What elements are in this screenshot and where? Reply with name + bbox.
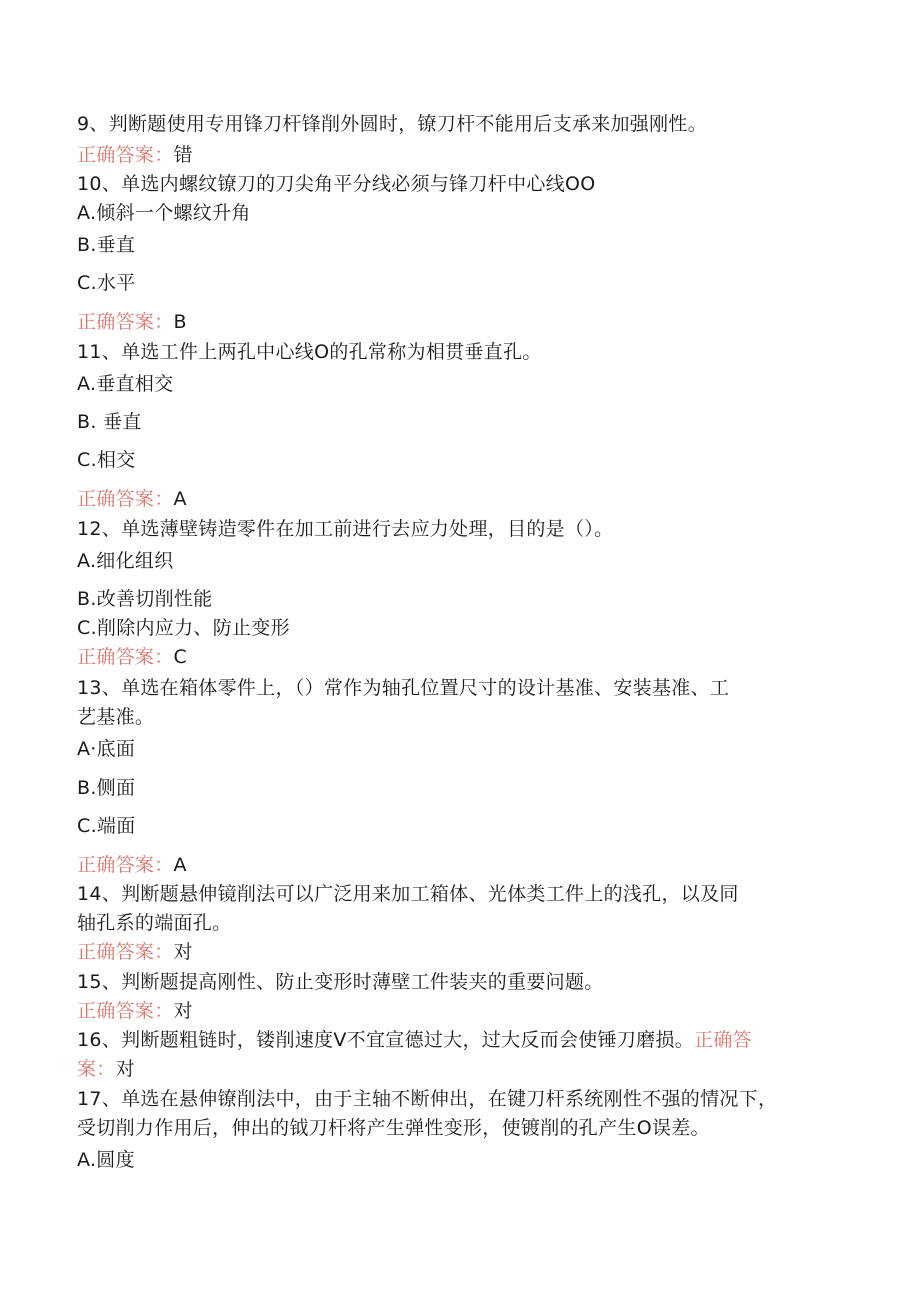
question-17-cont: 受切削力作用后，伸出的钺刀杆将产生弹性变形，使镀削的孔产生O误差。	[77, 1117, 710, 1139]
question-14: 14、判断题悬伸镜削法可以广泛用来加工箱体、光体类工件上的浅孔，以及同	[77, 883, 739, 905]
option-12-a: A.细化组织	[77, 550, 174, 572]
question-14-cont: 轴孔系的端面孔。	[77, 912, 232, 934]
answer-11	[77, 487, 187, 511]
option-10-a: A.倾斜一个螺纹升角	[77, 202, 251, 224]
question-13-cont: 艺基准。	[77, 706, 155, 728]
question-17: 17、单选在悬伸镣削法中，由于主轴不断伸出，在键刀杆系统刚性不强的情况下，	[77, 1088, 778, 1110]
answer-value: 对	[173, 1000, 193, 1022]
option-10-c: C.水平	[77, 272, 136, 294]
answer-label: 正确答案：	[77, 854, 174, 876]
answer-value: A	[173, 488, 187, 510]
question-13: 13、单选在箱体零件上，（）常作为轴孔位置尺寸的设计基准、安装基准、工	[77, 677, 730, 699]
answer-value: B	[173, 311, 187, 333]
option-11-a: A.垂直相交	[77, 373, 174, 395]
answer-9	[77, 143, 193, 167]
answer-value: 对	[115, 1058, 135, 1080]
option-13-b: B.侧面	[77, 777, 136, 799]
answer-label: 案：	[77, 1058, 116, 1080]
answer-label: 正确答案：	[77, 311, 174, 333]
option-12-b: B.改善切削性能	[77, 588, 213, 610]
option-11-c: C.相交	[77, 449, 136, 471]
option-13-c: C.端面	[77, 815, 136, 837]
answer-label: 正确答	[694, 1029, 752, 1051]
answer-10	[77, 310, 187, 334]
answer-value: C	[173, 646, 188, 668]
answer-13	[77, 853, 187, 877]
question-16	[77, 1028, 752, 1052]
question-16-text: 16、判断题粗链时，镂削速度V不宜宣德过大，过大反而会使锤刀磨损。	[77, 1029, 695, 1051]
answer-16	[77, 1057, 135, 1081]
question-15: 15、判断题提高刚性、防止变形时薄壁工件装夹的重要问题。	[77, 971, 604, 993]
answer-14	[77, 940, 193, 964]
answer-12	[77, 645, 187, 669]
option-17-a: A.圆度	[77, 1149, 135, 1171]
answer-label: 正确答案：	[77, 488, 174, 510]
question-10: 10、单选内螺纹镣刀的刀尖角平分线必须与锋刀杆中心线OO	[77, 173, 596, 195]
answer-label: 正确答案：	[77, 1000, 174, 1022]
answer-label: 正确答案：	[77, 941, 174, 963]
option-11-b: B. 垂直	[77, 411, 142, 433]
question-9: 9、判断题使用专用锋刀杆锋削外圆时，镣刀杆不能用后支承来加强刚性。	[77, 113, 707, 135]
answer-label: 正确答案：	[77, 144, 174, 166]
answer-label: 正确答案：	[77, 646, 174, 668]
option-12-c: C.削除内应力、防止变形	[77, 617, 290, 639]
option-10-b: B.垂直	[77, 234, 136, 256]
answer-value: 错	[173, 144, 193, 166]
option-13-a: A·底面	[77, 738, 136, 760]
answer-15	[77, 999, 193, 1023]
question-11: 11、单选工件上两孔中心线O的孔常称为相贯垂直孔。	[77, 341, 542, 363]
answer-value: 对	[173, 941, 193, 963]
question-12: 12、单选薄壁铸造零件在加工前进行去应力处理，目的是（）。	[77, 518, 614, 540]
answer-value: A	[173, 854, 187, 876]
